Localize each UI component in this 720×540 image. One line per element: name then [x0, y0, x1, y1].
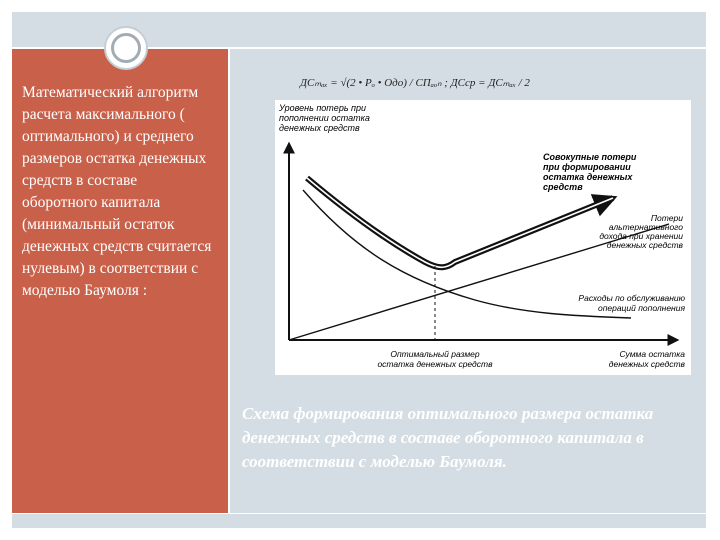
y-axis-label-line-3: денежных средств [279, 123, 360, 133]
circle-ornament-inner [111, 33, 141, 63]
total-loss-label-line-1: Совокупные потери [543, 152, 637, 162]
total-loss-label-line-4: средств [543, 182, 583, 192]
y-axis-label-line-2: пополнении остатка [279, 113, 370, 123]
x-axis-label-line-2: денежных средств [608, 359, 685, 369]
optimal-label-line-2: остатка денежных средств [377, 359, 493, 369]
x-axis-label-line-1: Сумма остатка [619, 349, 685, 359]
lost-income-label-line-4: денежных средств [606, 240, 683, 250]
total-loss-label-line-3: остатка денежных [543, 172, 633, 182]
optimal-label-line-1: Оптимальный размер [390, 349, 480, 359]
y-axis-label-line-1: Уровень потерь при [279, 103, 367, 113]
baumol-diagram [275, 100, 691, 375]
bottom-band [12, 514, 706, 528]
total-loss-label-line-2: при формировании [543, 162, 631, 172]
divider-vertical [228, 49, 230, 514]
lost-income-label-line-2: альтернативного [608, 222, 683, 232]
left-panel-text: Математический алгоритм расчета максимального ( оптимального) и среднего размеров остатка денежных средств в составе оборотного капитала (минимальный остаток денежных средств считается нулевым) в соответствии с моделью Баумоля : [22, 84, 212, 299]
lost-income-label-line-3: дохода при хранении [599, 231, 683, 241]
formula: ДСₘₐₓ = √(2 • Рₒ • Одо) / СПₐₒₙ ; ДСср = ДСₘₐₓ / 2 [300, 77, 530, 89]
diagram-caption: Схема формирования оптимального размера остатка денежных средств в составе оборотного капитала в соответствии с моделью Баумоля. [242, 404, 654, 471]
service-cost-label-line-1: Расходы по обслуживанию [578, 293, 685, 303]
service-cost-label-line-2: операций пополнения [597, 303, 685, 313]
lost-income-label-line-1: Потери [650, 213, 683, 223]
diagram-svg [275, 100, 691, 375]
circle-ornament-icon [104, 26, 148, 70]
